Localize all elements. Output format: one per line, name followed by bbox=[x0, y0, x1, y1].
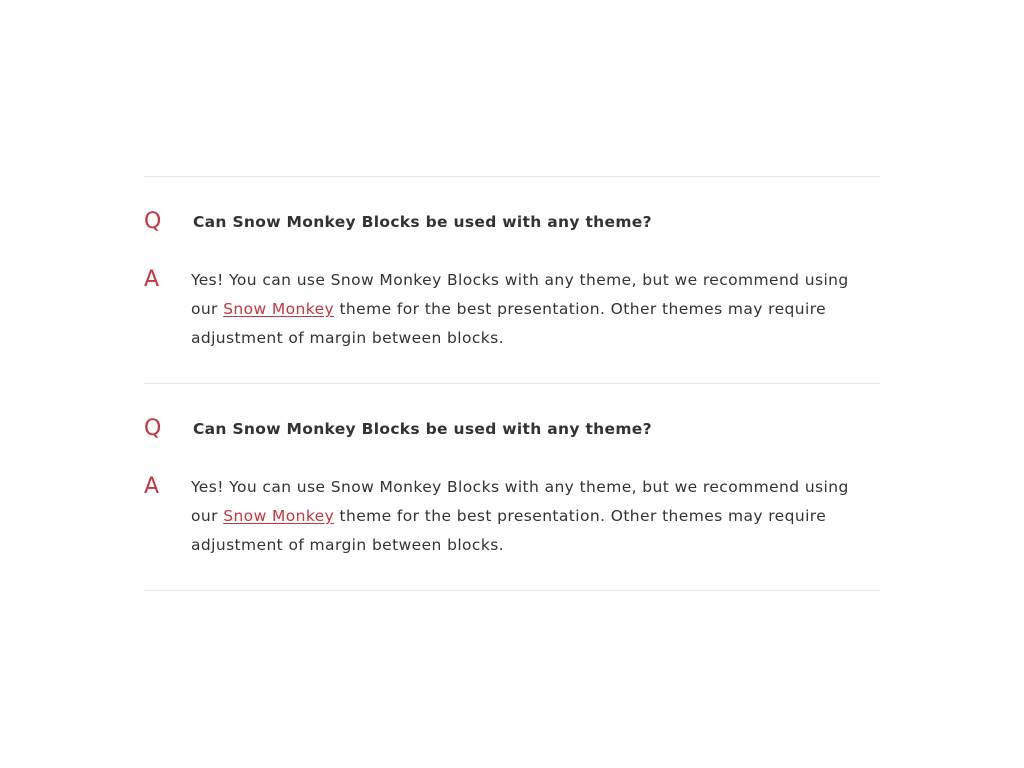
answer-text-before: Yes! You can use Snow Monkey Blocks with any theme, but we recommend using our bbox=[191, 478, 849, 525]
question-marker: Q bbox=[144, 209, 162, 234]
answer-text-after: theme for the best presentation. Other themes may require adjustment of margin between blocks. bbox=[191, 507, 827, 554]
snow-monkey-link[interactable]: Snow Monkey bbox=[223, 507, 335, 525]
faq-item bbox=[144, 384, 880, 591]
answer-marker: A bbox=[144, 474, 160, 499]
question-text[interactable]: Can Snow Monkey Blocks be used with any theme? bbox=[193, 420, 652, 438]
snow-monkey-link[interactable]: Snow Monkey bbox=[223, 300, 335, 318]
faq-item bbox=[144, 177, 880, 384]
answer-text-after: theme for the best presentation. Other themes may require adjustment of margin between blocks. bbox=[190, 300, 827, 347]
question-text[interactable]: Can Snow Monkey Blocks be used with any theme? bbox=[193, 213, 652, 231]
answer-text bbox=[191, 266, 880, 353]
answer-row bbox=[144, 473, 880, 560]
question-row bbox=[144, 208, 880, 236]
answer-marker: A bbox=[144, 267, 160, 292]
answer-text bbox=[191, 473, 851, 560]
question-marker: Q bbox=[144, 416, 162, 441]
answer-row bbox=[144, 266, 880, 353]
answer-text-before: Yes! You can use Snow Monkey Blocks with any theme, but we recommend using our bbox=[190, 271, 849, 318]
faq-list bbox=[144, 176, 880, 591]
question-row bbox=[144, 415, 880, 443]
